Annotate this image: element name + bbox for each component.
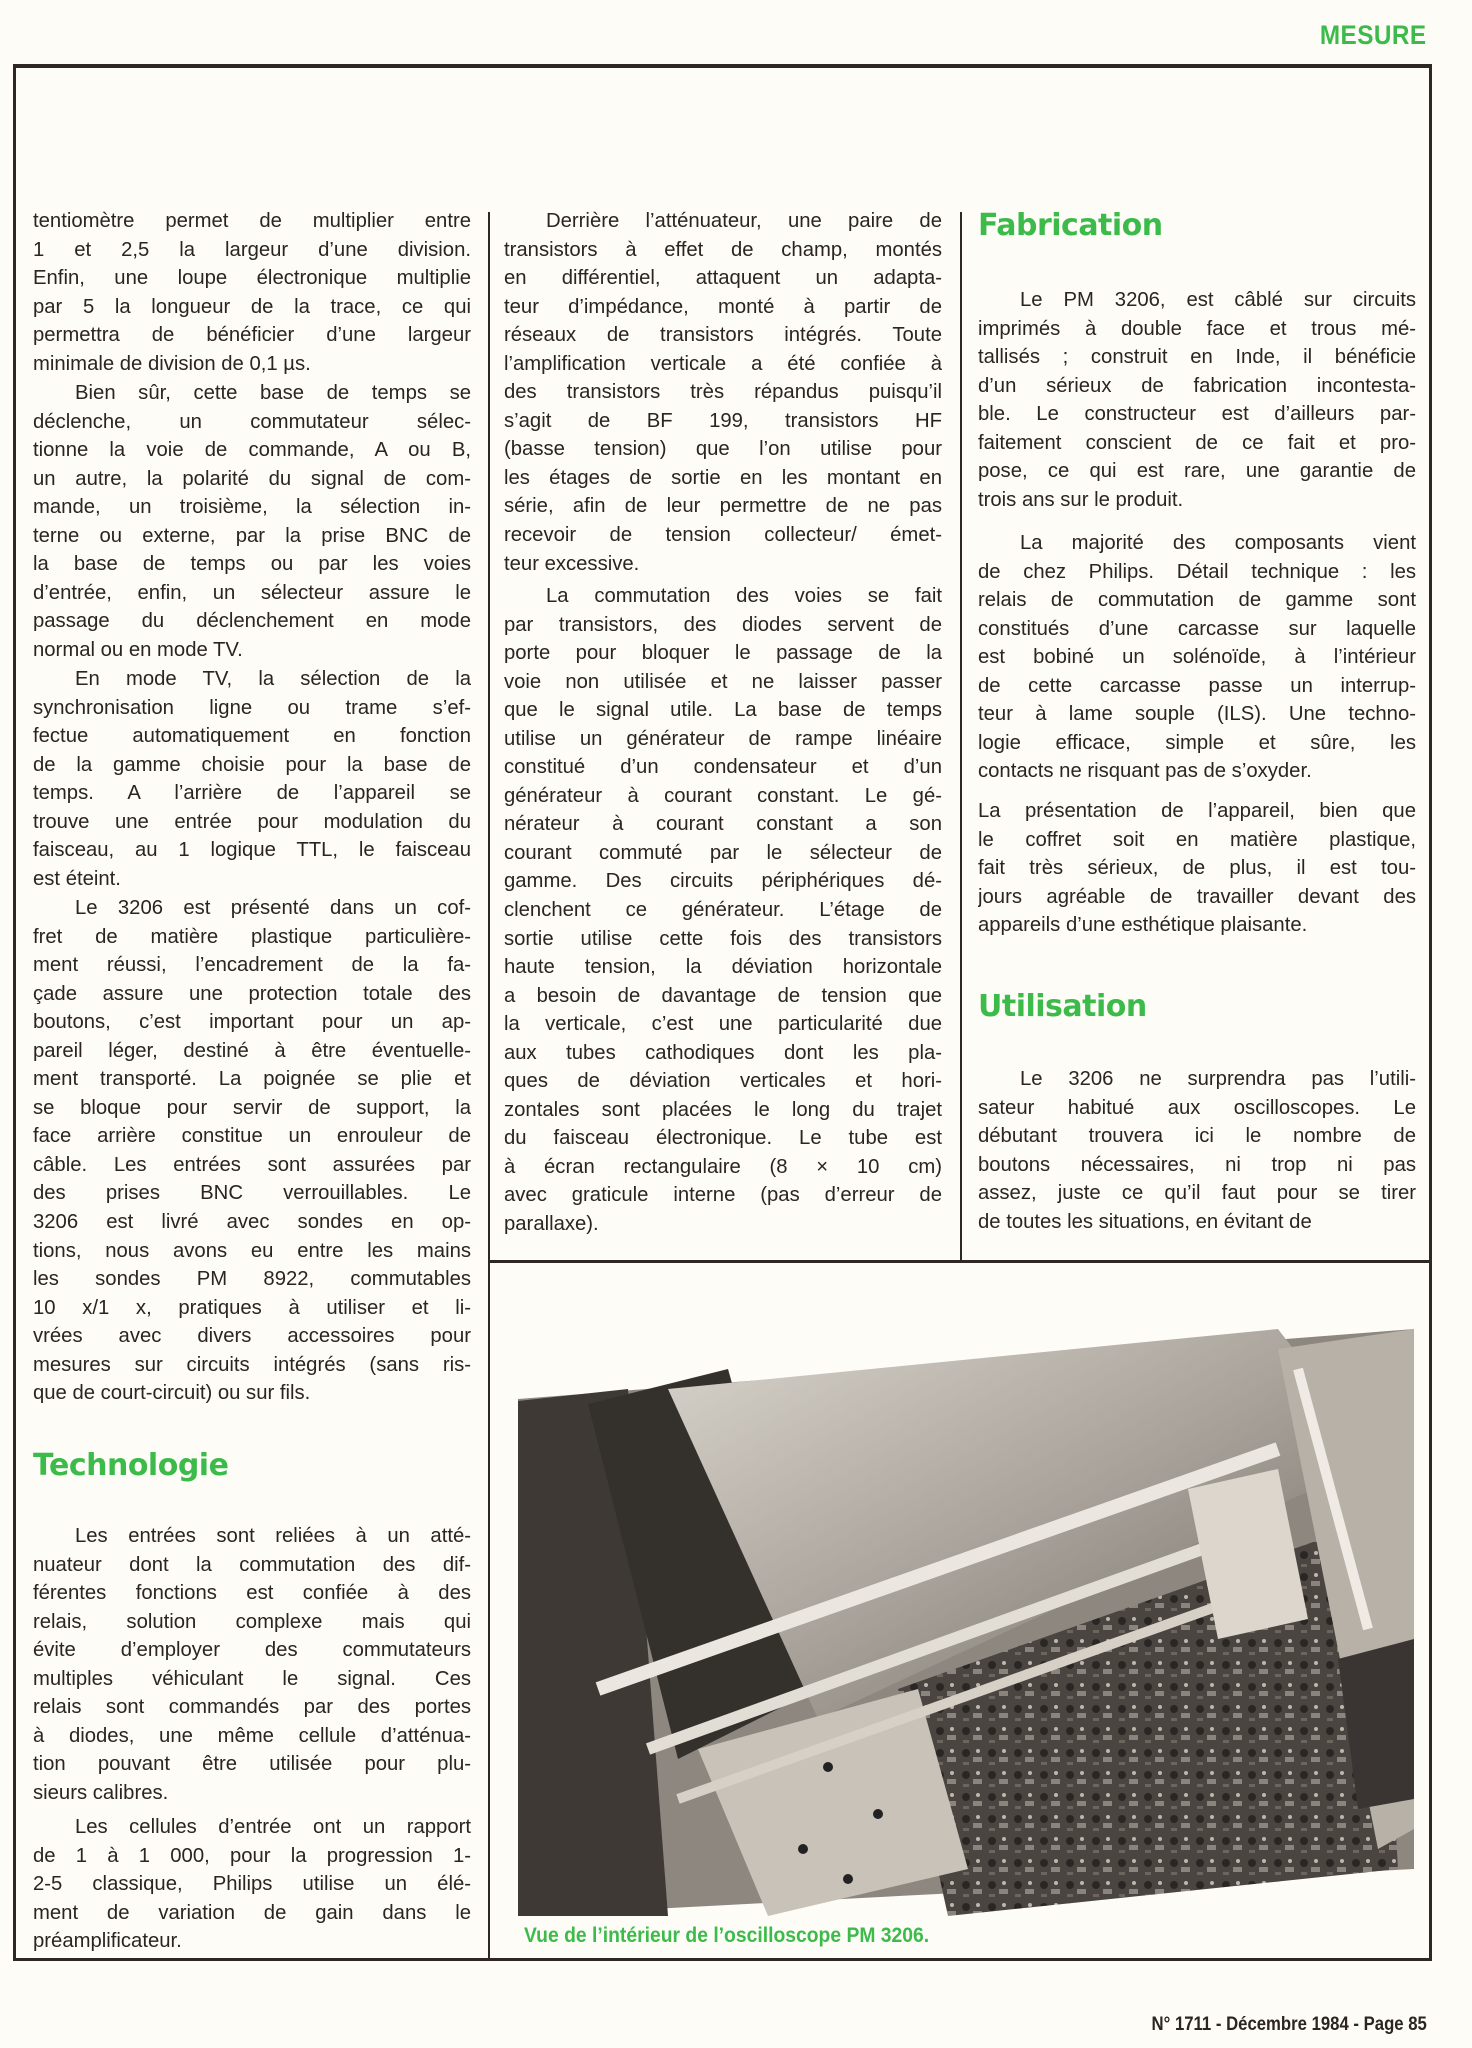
- text-line: tallisés ; construit en Inde, il bénéficie: [978, 346, 1416, 369]
- text-line: 2-5 classique, Philips utilise un élé-: [33, 1873, 471, 1896]
- text-line: sieurs calibres.: [33, 1781, 169, 1804]
- text-line: est éteint.: [33, 867, 121, 890]
- text-line: normal ou en mode TV.: [33, 638, 243, 661]
- text-line: contacts ne risquant pas de s’oxyder.: [978, 760, 1312, 783]
- text-line: tionne la voie de commande, A ou B,: [33, 439, 471, 462]
- text-line: Le 3206 ne surprendra pas l’utili-: [1020, 1068, 1416, 1090]
- text-line: relais, solution complexe mais qui: [33, 1610, 471, 1633]
- text-line: ment transporté. La poignée se plie et: [33, 1068, 471, 1091]
- paragraph: [33, 665, 471, 893]
- text-line: préamplificateur.: [33, 1930, 182, 1953]
- text-line: haute tension, la déviation horizontale: [504, 956, 942, 979]
- text-line: l’amplification verticale a été confiée à: [504, 352, 942, 375]
- text-line: transistors à effet de champ, montés: [504, 238, 942, 261]
- text-line: férentes fonctions est confiée à des: [33, 1582, 471, 1605]
- text-line: avec graticule interne (pas d’erreur de: [504, 1184, 942, 1207]
- page-footer: N° 1711 - Décembre 1984 - Page 85: [1151, 2014, 1427, 2035]
- section-tag: MESURE: [1320, 20, 1427, 50]
- text-line: zontales sont placées le long du trajet: [504, 1098, 942, 1121]
- text-line: que le signal utile. La base de temps: [504, 699, 942, 722]
- text-line: de toutes les situations, en évitant de: [978, 1210, 1312, 1233]
- text-line: gamme. Des circuits périphériques dé-: [504, 870, 942, 893]
- figure-caption: Vue de l’intérieur de l’oscilloscope PM 3206.: [524, 1924, 930, 1947]
- text-line: permettra de bénéficier d’une largeur: [33, 324, 471, 347]
- text-line: déclenche, un commutateur sélec-: [33, 410, 471, 433]
- text-line: faisceau, au 1 logique TTL, le faisceau: [33, 839, 471, 862]
- text-line: En mode TV, la sélection de la: [75, 668, 471, 690]
- figure-top-rule: [488, 1260, 1432, 1263]
- text-line: la base de temps ou par les voies: [33, 553, 471, 576]
- text-line: du faisceau électronique. Le tube est: [504, 1127, 942, 1150]
- text-line: temps. A l’arrière de l’appareil se: [33, 782, 471, 805]
- text-line: aux tubes cathodiques dont les pla-: [504, 1041, 942, 1064]
- text-line: les étages de sortie en les montant en: [504, 466, 942, 489]
- paragraph: [33, 207, 471, 378]
- paragraph: [978, 529, 1416, 786]
- text-line: trois ans sur le produit.: [978, 488, 1184, 511]
- text-line: Enfin, une loupe électronique multiplie: [33, 267, 471, 290]
- text-line: boutons, c’est important pour un ap-: [33, 1011, 471, 1034]
- text-line: teur excessive.: [504, 552, 640, 575]
- text-line: face arrière constitue un enrouleur de: [33, 1125, 471, 1148]
- text-line: à écran rectangulaire (8 × 10 cm): [504, 1155, 942, 1178]
- text-line: de la gamme choisie pour la base de: [33, 753, 471, 776]
- text-line: en différentiel, attaquent un adapta-: [504, 267, 942, 290]
- text-line: appareils d’une esthétique plaisante.: [978, 914, 1308, 937]
- text-line: câble. Les entrées sont assurées par: [33, 1153, 471, 1176]
- text-line: parallaxe).: [504, 1213, 599, 1236]
- text-line: 1 et 2,5 la largeur d’une division.: [33, 238, 471, 261]
- text-line: Les cellules d’entrée ont un rapport: [75, 1816, 471, 1838]
- text-line: minimale de division de 0,1 µs.: [33, 352, 311, 375]
- text-line: 10 x/1 x, pratiques à utiliser et li-: [33, 1296, 471, 1319]
- text-line: constitués d’une carcasse sur laquelle: [978, 617, 1416, 640]
- text-line: vrées avec divers accessoires pour: [33, 1325, 471, 1348]
- text-line: imprimés à double face et trous mé-: [978, 317, 1416, 340]
- text-line: ment de variation de gain dans le: [33, 1901, 471, 1924]
- text-line: relais sont commandés par des portes: [33, 1696, 471, 1719]
- text-line: la verticale, c’est une particularité due: [504, 1013, 942, 1036]
- heading-technologie: Technologie: [33, 1448, 229, 1483]
- text-line: par transistors, des diodes servent de: [504, 613, 942, 636]
- text-line: teur d’impédance, monté à partir de: [504, 295, 942, 318]
- paragraph: [978, 1065, 1416, 1236]
- text-line: logie efficace, simple et sûre, les: [978, 731, 1416, 754]
- text-line: nuateur dont la commutation des dif-: [33, 1553, 471, 1576]
- text-line: La commutation des voies se fait: [546, 585, 942, 607]
- text-line: mesures sur circuits intégrés (sans ris-: [33, 1353, 471, 1376]
- text-line: (basse tension) que l’on utilise pour: [504, 438, 942, 461]
- text-line: par 5 la longueur de la trace, ce qui: [33, 295, 471, 318]
- text-line: est bobiné un solénoïde, à l’intérieur: [978, 646, 1416, 669]
- text-line: de 1 à 1 000, pour la progression 1-: [33, 1844, 471, 1867]
- text-line: çade assure une protection totale des: [33, 982, 471, 1005]
- column-rule-2: [960, 212, 962, 1262]
- text-line: synchronisation ligne ou trame s’ef-: [33, 696, 471, 719]
- text-line: assez, juste ce qu’il faut pour se tirer: [978, 1182, 1416, 1205]
- text-line: utilise un générateur de rampe linéaire: [504, 727, 942, 750]
- text-line: de cette carcasse passe un interrup-: [978, 674, 1416, 697]
- text-line: générateur à courant constant. Le gé-: [504, 784, 942, 807]
- paragraph: [978, 797, 1416, 940]
- text-line: d’un sérieux de fabrication incontesta-: [978, 374, 1416, 397]
- paragraph: [504, 582, 942, 1239]
- text-line: Derrière l’atténuateur, une paire de: [546, 210, 942, 232]
- heading-utilisation: Utilisation: [978, 989, 1147, 1024]
- paragraph: [33, 894, 471, 1408]
- text-line: que de court-circuit) ou sur fils.: [33, 1382, 311, 1405]
- text-line: évite d’employer des commutateurs: [33, 1639, 471, 1662]
- text-line: pareil léger, destiné à être éventuelle-: [33, 1039, 471, 1062]
- text-line: clenchent ce générateur. L’étage de: [504, 899, 942, 922]
- text-line: voie non utilisée et ne laisser passer: [504, 670, 942, 693]
- text-line: jours agréable de travailler devant des: [978, 885, 1416, 908]
- text-line: Le PM 3206, est câblé sur circuits: [1020, 289, 1416, 311]
- text-line: trouve une entrée pour modulation du: [33, 810, 471, 833]
- text-line: sateur habitué aux oscilloscopes. Le: [978, 1096, 1416, 1119]
- text-line: tion pouvant être utilisée pour plu-: [33, 1753, 471, 1776]
- text-line: faitement conscient de ce fait et pro-: [978, 431, 1416, 454]
- text-line: a besoin de davantage de tension que: [504, 984, 942, 1007]
- text-line: 3206 est livré avec sondes en op-: [33, 1211, 471, 1234]
- text-line: le coffret soit en matière plastique,: [978, 828, 1416, 851]
- text-line: passage du déclenchement en mode: [33, 610, 471, 633]
- text-line: tions, nous avons eu entre les mains: [33, 1239, 471, 1262]
- paragraph: [33, 1522, 471, 1807]
- text-line: teur à lame souple (ILS). Une techno-: [978, 703, 1416, 726]
- text-line: ble. Le constructeur est d’ailleurs par-: [978, 403, 1416, 426]
- text-line: de chez Philips. Détail technique : les: [978, 560, 1416, 583]
- text-line: un autre, la polarité du signal de com-: [33, 467, 471, 490]
- text-line: débutant trouvera ici le nombre de: [978, 1125, 1416, 1148]
- text-line: fret de matière plastique particulière-: [33, 925, 471, 948]
- text-line: se bloque pour servir de support, la: [33, 1096, 471, 1119]
- text-line: Bien sûr, cette base de temps se: [75, 382, 471, 404]
- text-line: réseaux de transistors intégrés. Toute: [504, 324, 942, 347]
- text-line: La présentation de l’appareil, bien que: [978, 800, 1416, 822]
- text-line: des prises BNC verrouillables. Le: [33, 1182, 471, 1205]
- text-line: recevoir de tension collecteur/ émet-: [504, 524, 942, 547]
- text-line: d’entrée, enfin, un sélecteur assure le: [33, 581, 471, 604]
- text-line: boutons nécessaires, ni trop ni pas: [978, 1153, 1416, 1176]
- paragraph: [33, 379, 471, 664]
- text-line: ment réussi, l’encadrement de la fa-: [33, 954, 471, 977]
- text-line: des transistors très répandus puisqu’il: [504, 381, 942, 404]
- text-line: les sondes PM 8922, commutables: [33, 1268, 471, 1291]
- text-line: sortie utilise cette fois des transistors: [504, 927, 942, 950]
- text-line: fait très sérieux, de plus, il est tou-: [978, 857, 1416, 880]
- text-line: courant commuté par le sélecteur de: [504, 841, 942, 864]
- paragraph: [978, 286, 1416, 514]
- text-line: relais de commutation de gamme sont: [978, 589, 1416, 612]
- text-line: pose, ce qui est rare, une garantie de: [978, 460, 1416, 483]
- text-line: série, afin de leur permettre de ne pas: [504, 495, 942, 518]
- text-line: tentiomètre permet de multiplier entre: [33, 210, 471, 232]
- paragraph: [504, 207, 942, 578]
- text-line: Les entrées sont reliées à un atté-: [75, 1525, 471, 1547]
- text-line: Le 3206 est présenté dans un cof-: [75, 897, 471, 919]
- text-line: La majorité des composants vient: [1020, 532, 1416, 554]
- text-line: à diodes, une même cellule d’atténua-: [33, 1724, 471, 1747]
- heading-fabrication: Fabrication: [978, 208, 1163, 243]
- column-rule-1: [488, 212, 490, 1960]
- paragraph: [33, 1813, 471, 1956]
- text-line: multiples véhiculant le signal. Ces: [33, 1667, 471, 1690]
- text-line: s’agit de BF 199, transistors HF: [504, 409, 942, 432]
- text-line: porte pour bloquer le passage de la: [504, 642, 942, 665]
- text-line: constitué d’un condensateur et d’un: [504, 756, 942, 779]
- text-line: fectue automatiquement en fonction: [33, 725, 471, 748]
- text-line: mande, un troisième, la sélection in-: [33, 496, 471, 519]
- text-line: ques de déviation verticales et hori-: [504, 1070, 942, 1093]
- text-line: terne ou externe, par la prise BNC de: [33, 524, 471, 547]
- oscilloscope-interior-photo: [518, 1329, 1414, 1916]
- text-line: nérateur à courant constant a son: [504, 813, 942, 836]
